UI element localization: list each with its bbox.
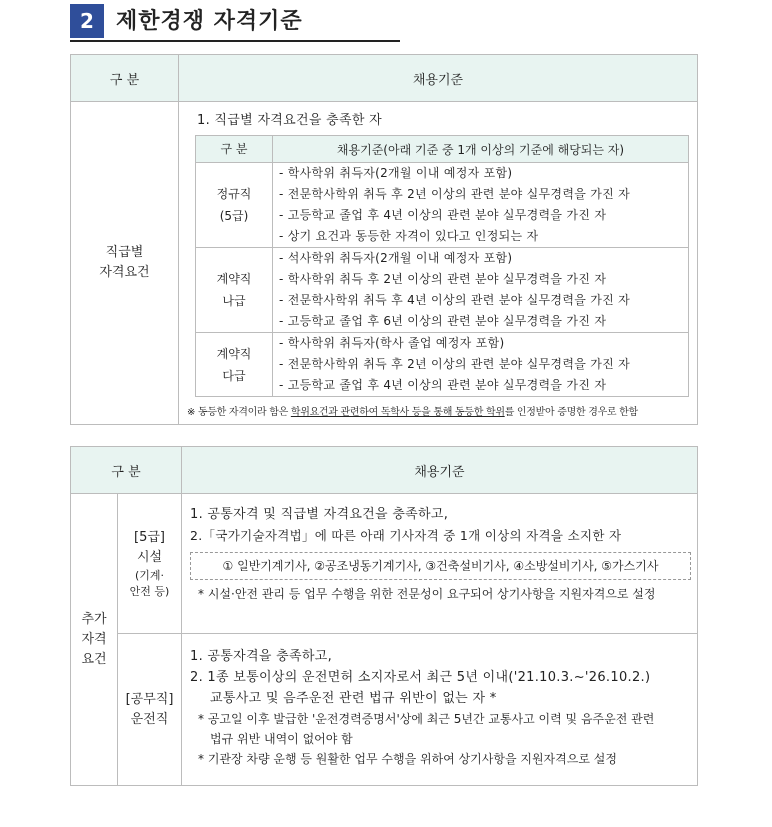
label-line: 추가 — [81, 611, 107, 627]
driver-grade: [공무직] — [125, 691, 174, 707]
grade-name: 계약직 — [216, 346, 252, 361]
driver-line: 1. 공통자격을 충족하고, — [190, 649, 333, 664]
table1-row-label — [71, 102, 179, 425]
driver-note: * 기관장 차량 운행 등 원활한 업무 수행을 위하여 상기사항을 지원자격으로 설정 — [198, 752, 617, 766]
criteria-item: - 전문학사학위 취득 후 4년 이상의 관련 분야 실무경력을 가진 자 — [279, 293, 631, 307]
driver-content — [182, 634, 698, 786]
additional-qualification-table — [70, 446, 698, 786]
facility-note: * 시설·안전 관리 등 업무 수행을 위한 전문성이 요구되어 상기사항을 지원자격으로 설정 — [198, 587, 656, 601]
criteria-item: - 고등학교 졸업 후 4년 이상의 관련 분야 실무경력을 가진 자 — [279, 208, 607, 222]
criteria-item: - 고등학교 졸업 후 6년 이상의 관련 분야 실무경력을 가진 자 — [279, 314, 607, 328]
table2-header-criteria: 채용기준 — [182, 447, 698, 494]
facility-sub: 안전 등) — [129, 584, 170, 598]
grade-label — [196, 248, 273, 333]
inner-header-criteria: 채용기준(아래 기준 중 1개 이상의 기준에 해당되는 자) — [273, 136, 689, 163]
criteria-item: - 학사학위 취득자(학사 졸업 예정자 포함) — [279, 336, 505, 350]
facility-title: 시설 — [136, 549, 163, 565]
grade-label — [196, 163, 273, 248]
driver-note: 법규 위반 내역이 없어야 함 — [210, 732, 353, 746]
facility-line: 1. 공통자격 및 직급별 자격요건을 충족하고, — [190, 507, 449, 522]
row-label-line: 직급별 — [105, 245, 144, 260]
label-line: 자격 — [81, 631, 107, 647]
driver-line: 2. 1종 보통이상의 운전면허 소지자로서 최근 5년 이내('21.10.3.~'26.10.2.) — [190, 670, 651, 685]
grade-name: 계약직 — [216, 272, 252, 286]
criteria-item: - 전문학사학위 취득 후 2년 이상의 관련 분야 실무경력을 가진 자 — [279, 187, 631, 201]
criteria-item: - 고등학교 졸업 후 4년 이상의 관련 분야 실무경력을 가진 자 — [279, 378, 607, 392]
criteria-item: - 학사학위 취득자(2개월 이내 예정자 포함) — [279, 166, 513, 180]
section-number-badge: 2 — [70, 4, 104, 38]
driver-note: * 공고일 이후 발급한 '운전경력증명서'상에 최근 5년간 교통사고 이력 및 음주운전 관련 — [198, 712, 655, 726]
table1-header-criteria: 채용기준 — [179, 55, 698, 102]
facility-line: 2.「국가기술자격법」에 따른 아래 기사자격 중 1개 이상의 자격을 소지한 자 — [190, 528, 622, 543]
note-underlined: 학위요건과 관련하여 독학사 등을 통해 동등한 학위 — [290, 407, 505, 418]
facility-content — [182, 494, 698, 634]
criteria-item: - 석사학위 취득자(2개월 이내 예정자 포함) — [279, 251, 513, 265]
grade-name: 정규직 — [216, 187, 252, 201]
label-line: 요건 — [81, 651, 107, 667]
driver-line: 교통사고 및 음주운전 관련 법규 위반이 없는 자 * — [210, 691, 497, 706]
facility-grade: [5급] — [134, 529, 165, 545]
equivalence-note — [187, 403, 689, 418]
table1-content — [179, 102, 698, 425]
grade-level: (5급) — [219, 209, 249, 223]
inner-header-category: 구 분 — [196, 136, 273, 163]
grade-label — [196, 333, 273, 397]
row-label-line: 자격요건 — [99, 265, 150, 280]
criteria-item: - 학사학위 취득 후 2년 이상의 관련 분야 실무경력을 가진 자 — [279, 272, 607, 286]
intro-text: 1. 직급별 자격요건을 충족한 자 — [197, 113, 383, 128]
additional-requirements-label — [71, 494, 118, 786]
grade-qualification-table — [70, 54, 698, 425]
criteria-item: - 전문학사학위 취득 후 2년 이상의 관련 분야 실무경력을 가진 자 — [279, 357, 631, 371]
grade-level: 다급 — [222, 368, 246, 383]
section-heading — [70, 4, 400, 42]
section-title: 제한경쟁 자격기준 — [116, 9, 303, 34]
grade-criteria — [273, 333, 689, 397]
table2-header-category: 구 분 — [71, 447, 182, 494]
driver-title: 운전직 — [130, 711, 169, 727]
note-suffix: 를 인정받아 증명한 경우로 한함 — [504, 407, 638, 418]
facility-sub: (기계· — [134, 568, 165, 582]
facility-label — [118, 494, 182, 634]
grade-criteria — [273, 163, 689, 248]
grade-criteria — [273, 248, 689, 333]
table1-header-category: 구 분 — [71, 55, 179, 102]
certificate-list: ① 일반기계기사, ②공조냉동기계기사, ③건축설비기사, ④소방설비기사, ⑤가스기사 — [190, 552, 691, 580]
note-prefix: ※ 동등한 자격이라 함은 — [187, 407, 291, 418]
criteria-item: - 상기 요건과 동등한 자격이 있다고 인정되는 자 — [279, 229, 539, 243]
grade-criteria-table — [195, 135, 689, 397]
grade-level: 나급 — [222, 294, 246, 308]
driver-label — [118, 634, 182, 786]
